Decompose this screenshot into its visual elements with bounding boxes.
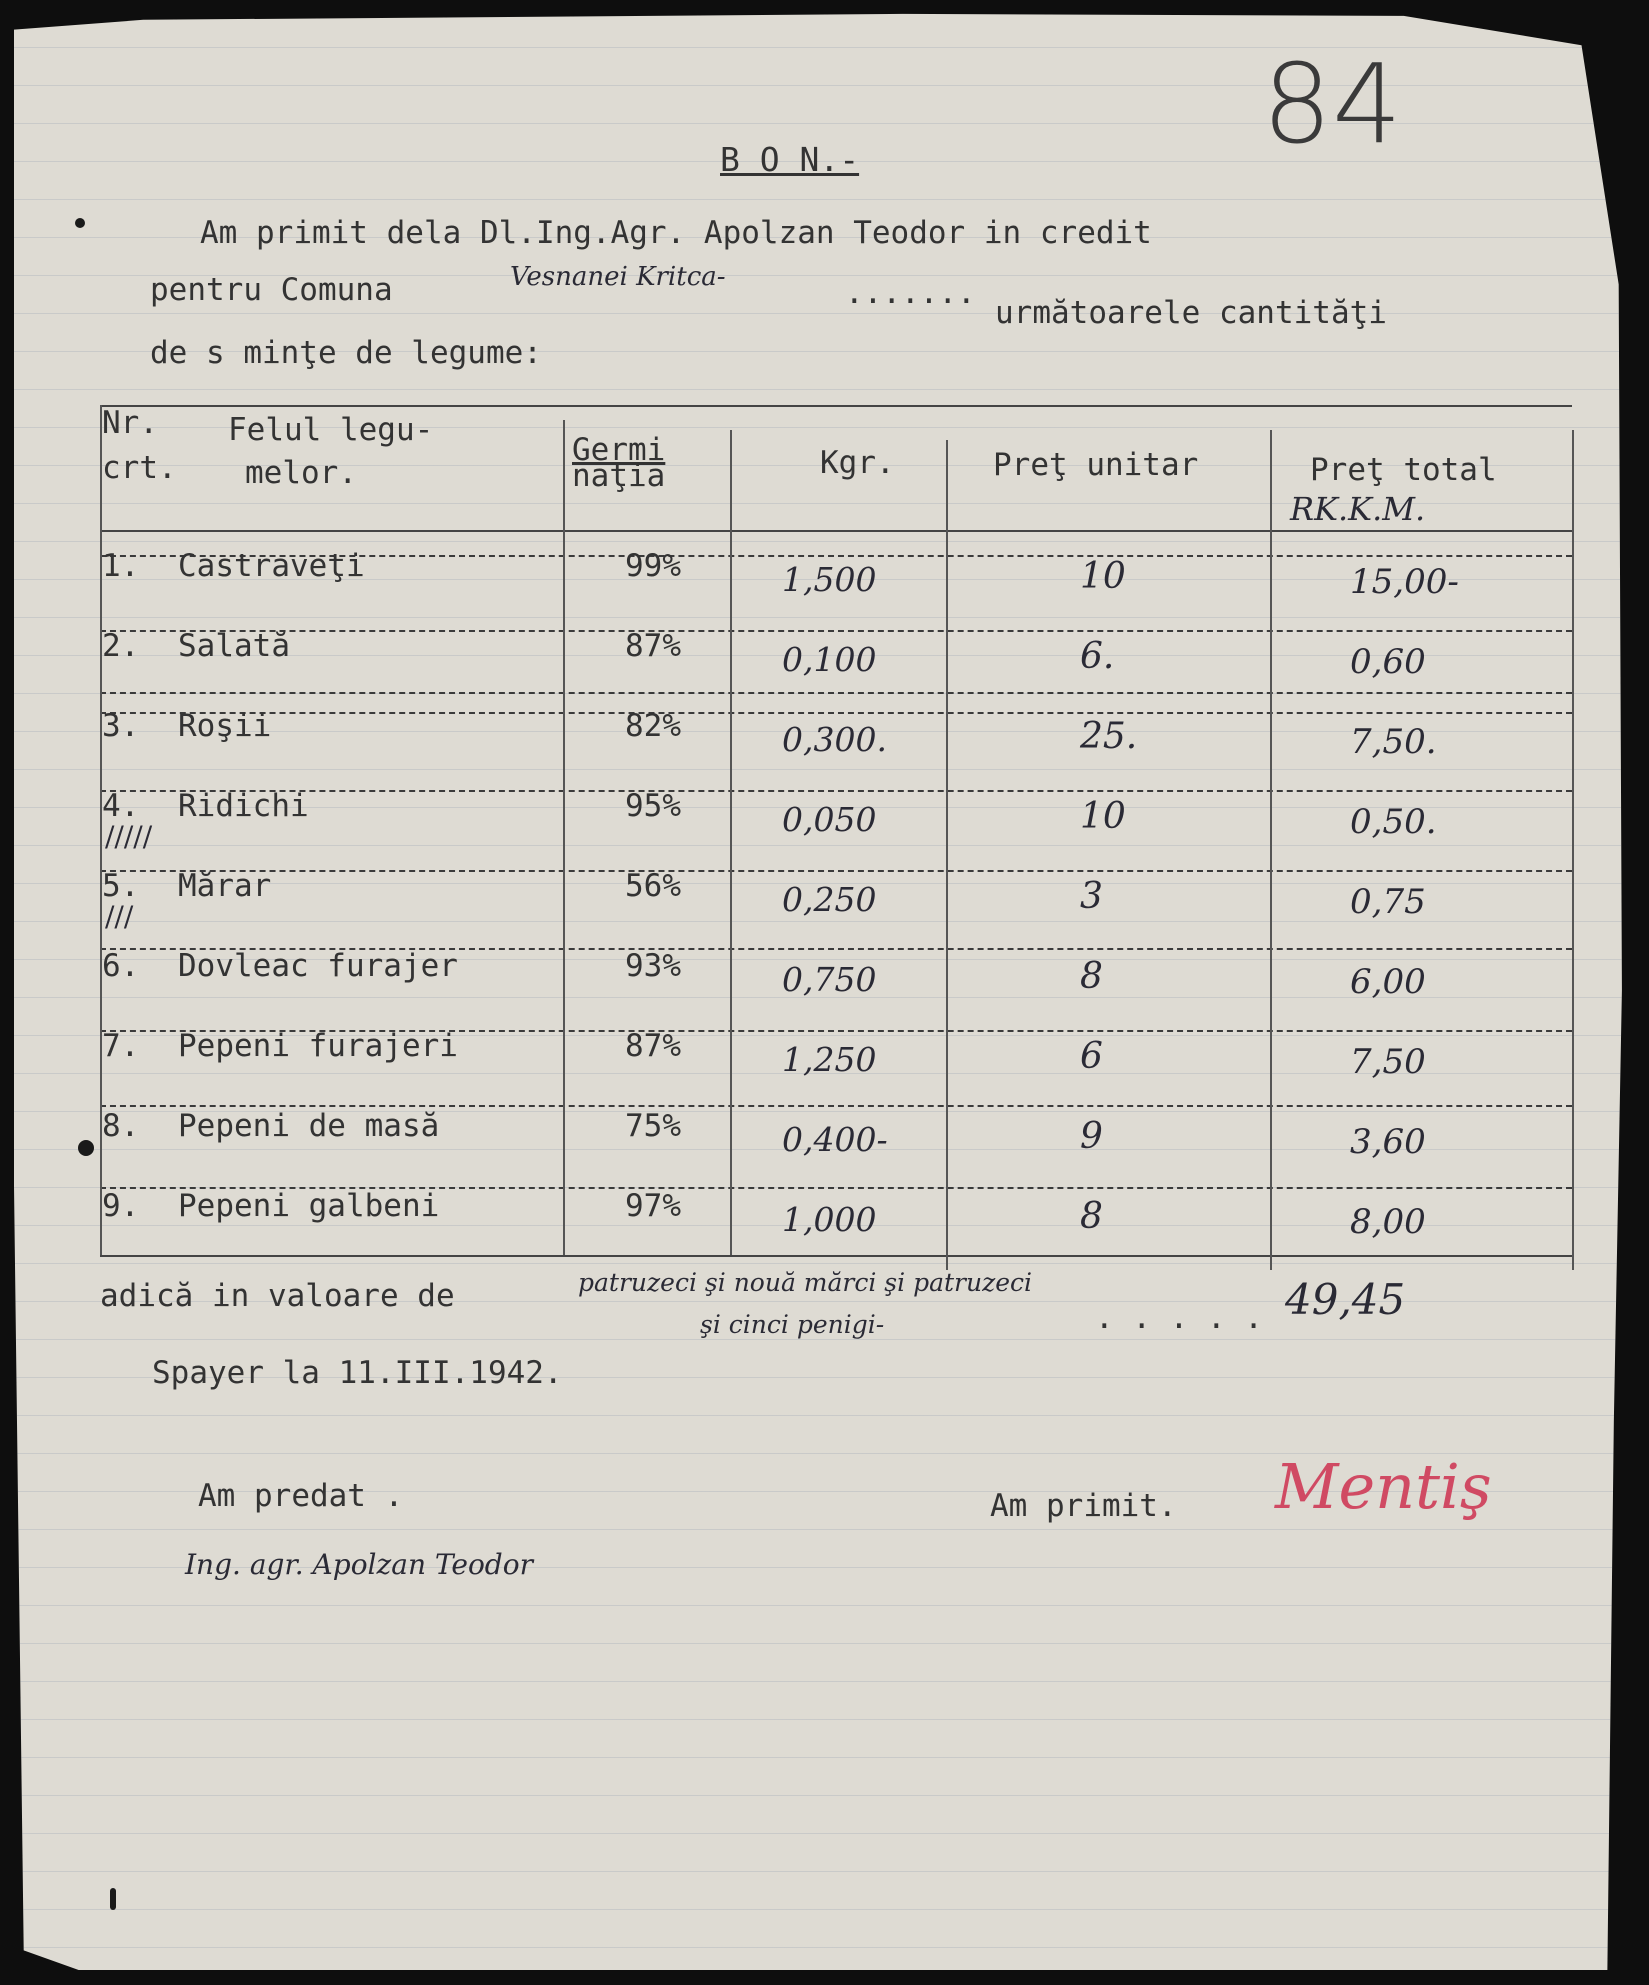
row-nr: 2. (102, 628, 140, 664)
row-germination: 56% (625, 868, 681, 904)
row-total-price: 0,60 (1350, 642, 1426, 682)
row-nr: 1. (102, 548, 140, 584)
table-top-border (100, 405, 1572, 407)
table-row-divider (100, 692, 1572, 694)
row-total-price: 8,00 (1350, 1202, 1426, 1242)
header-kgr: Kgr. (820, 445, 895, 481)
table-col-border (563, 420, 565, 1255)
row-nr: 4. (102, 788, 140, 824)
header-pret-unitar: Preţ unitar (993, 447, 1199, 483)
ink-blot (110, 1888, 116, 1910)
row-kgr: 0,250 (782, 880, 877, 919)
intro-line-1: Am primit dela Dl.Ing.Agr. Apolzan Teodor in credit (200, 215, 1152, 251)
header-crt: crt. (102, 450, 177, 486)
row-kgr: 1,000 (782, 1200, 877, 1239)
valoare-amount: 49,45 (1285, 1275, 1406, 1324)
row-unit-price: 10 (1080, 556, 1126, 597)
predat-signature: Ing. agr. Apolzan Teodor (185, 1548, 533, 1581)
primit-label: Am primit. (990, 1488, 1177, 1524)
row-kgr: 0,300. (782, 720, 887, 759)
row-unit-price: 8 (1080, 956, 1103, 997)
table-row-divider (100, 630, 1572, 632)
tally-marks: ///// (105, 820, 153, 853)
row-total-price: 3,60 (1350, 1122, 1426, 1162)
row-total-price: 6,00 (1350, 962, 1426, 1002)
row-vegetable: Salată (178, 628, 290, 664)
row-vegetable: Mărar (178, 868, 272, 904)
header-natia: naţia (572, 458, 666, 494)
row-nr: 9. (102, 1188, 140, 1224)
table-col-border (1572, 430, 1574, 1270)
header-currency: RK.K.M. (1290, 490, 1426, 528)
table-bottom-border (100, 1255, 1572, 1257)
row-kgr: 0,750 (782, 960, 877, 999)
row-vegetable: Pepeni de masă (178, 1108, 440, 1144)
table-col-border (730, 430, 732, 1255)
row-vegetable: Ridichi (178, 788, 309, 824)
header-melor: melor. (245, 455, 357, 491)
predat-label: Am predat . (198, 1478, 404, 1514)
row-kgr: 0,050 (782, 800, 877, 839)
table-row-divider (100, 870, 1572, 872)
row-unit-price: 6. (1080, 636, 1115, 677)
row-nr: 8. (102, 1108, 140, 1144)
header-germi: Germi (572, 432, 666, 468)
row-vegetable: Pepeni galbeni (178, 1188, 440, 1224)
row-germination: 87% (625, 628, 681, 664)
valoare-words-2: şi cinci penigi- (700, 1310, 885, 1339)
row-germination: 82% (625, 708, 681, 744)
row-nr: 5. (102, 868, 140, 904)
row-vegetable: Pepeni furajeri (178, 1028, 458, 1064)
row-kgr: 1,250 (782, 1040, 877, 1079)
header-pret-total: Preţ total (1310, 452, 1497, 488)
row-kgr: 0,100 (782, 640, 877, 679)
intro-line-3: de s minţe de legume: (150, 335, 542, 371)
document-title: B O N.- (720, 140, 860, 179)
row-unit-price: 25. (1080, 716, 1138, 757)
row-germination: 87% (625, 1028, 681, 1064)
row-total-price: 0,75 (1350, 882, 1426, 922)
row-germination: 99% (625, 548, 681, 584)
row-germination: 75% (625, 1108, 681, 1144)
intro-line-2-dots: ....... (845, 275, 976, 311)
row-total-price: 15,00- (1350, 562, 1459, 602)
row-germination: 97% (625, 1188, 681, 1224)
valoare-dots: . . . . . (1095, 1300, 1263, 1336)
ink-blot (75, 218, 85, 228)
row-vegetable: Dovleac furajer (178, 948, 458, 984)
row-vegetable: Castraveţi (178, 548, 365, 584)
header-nr: Nr. (102, 405, 158, 441)
commune-name: Vesnanei Kritca- (510, 262, 726, 292)
header-felul: Felul legu- (228, 412, 434, 448)
row-kgr: 1,500 (782, 560, 877, 599)
row-nr: 7. (102, 1028, 140, 1064)
row-unit-price: 3 (1080, 876, 1103, 917)
intro-line-2-suffix: următoarele cantităţi (995, 295, 1387, 331)
row-total-price: 0,50. (1350, 802, 1437, 842)
row-nr: 6. (102, 948, 140, 984)
table-header-border (100, 530, 1572, 532)
intro-line-2-prefix: pentru Comuna (150, 272, 393, 308)
row-unit-price: 10 (1080, 796, 1126, 837)
tally-marks: /// (105, 900, 134, 933)
table-row-divider (100, 790, 1572, 792)
place-date: Spayer la 11.III.1942. (152, 1355, 563, 1391)
row-nr: 3. (102, 708, 140, 744)
row-germination: 95% (625, 788, 681, 824)
table-row-divider (100, 712, 1572, 714)
row-kgr: 0,400- (782, 1120, 888, 1159)
row-total-price: 7,50. (1350, 722, 1437, 762)
row-vegetable: Roşii (178, 708, 272, 744)
table-col-border (1270, 430, 1272, 1270)
primit-signature: Mentiş (1275, 1450, 1492, 1523)
row-germination: 93% (625, 948, 681, 984)
row-total-price: 7,50 (1350, 1042, 1426, 1082)
row-unit-price: 9 (1080, 1116, 1103, 1157)
valoare-words-1: patruzeci şi nouă mărci şi patruzeci (578, 1268, 1033, 1297)
row-unit-price: 8 (1080, 1196, 1103, 1237)
row-unit-price: 6 (1080, 1036, 1103, 1077)
ink-blot (78, 1140, 94, 1156)
table-row-divider (100, 1105, 1572, 1107)
table-col-border (946, 440, 948, 1270)
valoare-prefix: adică in valoare de (100, 1278, 455, 1314)
page-number: 84 (1262, 40, 1402, 168)
